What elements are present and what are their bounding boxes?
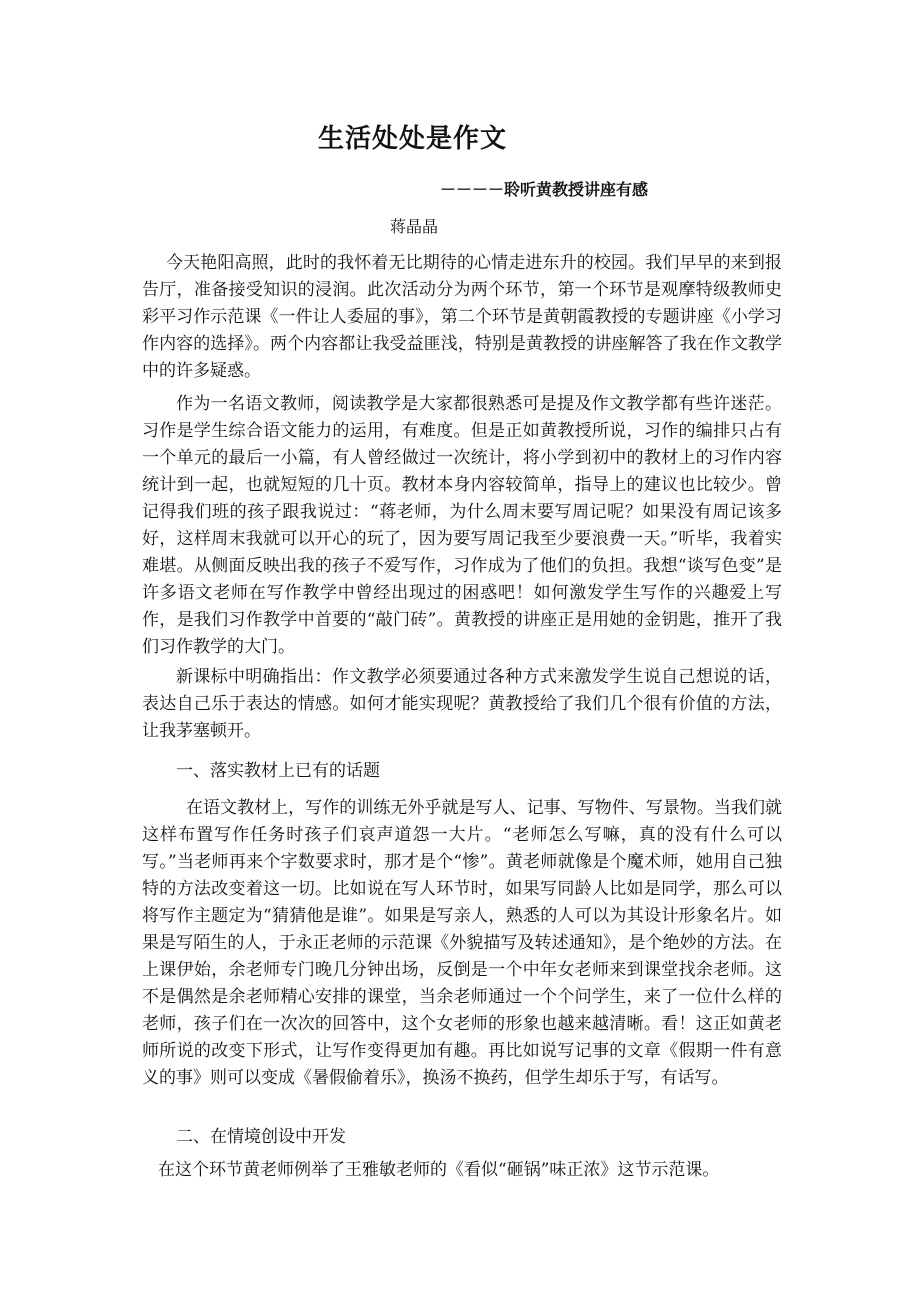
paragraph-intro: 今天艳阳高照，此时的我怀着无比期待的心情走进东升的校园。我们早早的来到报告厅，准备接受知识的浸润。此次活动分为两个环节，第一个环节是观摩特级教师史彩平习作示范课《一件让人委屈的事》，第二个环节是黄朝霞教授的专题讲座《小学习作内容的选择》。两个内容都让我受益匪浅，特别是黄教授的讲座解答了我在作文教学中的许多疑惑。 [142,253,782,381]
paragraph-textbook-topics: 在语文教材上，写作的训练无外乎就是写人、记事、写物件、写景物。当我们就这样布置写作任务时孩子们哀声道怨一大片。“老师怎么写嘛，真的没有什么可以写。”当老师再来个字数要求时，那才是个“惨”。黄老师就像是个魔术师，她用自己独特的方法改变着这一切。比如说在写人环节时，如果写同龄人比如是同学，那么可以将写作主题定为“猜猜他是谁”。如果是写亲人，熟悉的人可以为其设计形象名片。如果是写陌生的人，于永正老师的示范课《外貌描写及转述通知》，是个绝妙的方法。在上课伊始，余老师专门晚几分钟出场，反倒是一个中年女老师来到课堂找余老师。这不是偶然是余老师精心安排的课堂，当余老师通过一个个问学生，来了一位什么样的老师，孩子们在一次次的回答中，这个女老师的形象也越来越清晰。看！这正如黄老师所说的改变下形式，让写作变得更加有趣。再比如说写记事的文章《假期一件有意义的事》则可以变成《暑假偷着乐》，换汤不换药，但学生却乐于写，有话写。 [142,798,782,1088]
author-name: 蒋晶晶 [390,217,439,236]
paragraph-context-example: 在这个环节黄老师例举了王雅敏老师的《看似“砸锅”味正浓》这节示范课。 [158,1160,720,1180]
section-heading-2: 二、在情境创设中开发 [176,1127,346,1147]
document-title: 生活处处是作文 [318,124,508,154]
paragraph-curriculum-standard: 新课标中明确指出：作文教学必须要通过各种方式来激发学生说自己想说的话，表达自己乐于表达的情感。如何才能实现呢？黄教授给了我们几个很有价值的方法，让我茅塞顿开。 [142,667,782,741]
paragraph-teaching-confusion: 作为一名语文教师，阅读教学是大家都很熟悉可是提及作文教学都有些许迷茫。习作是学生综合语文能力的运用，有难度。但是正如黄教授所说，习作的编排只占有一个单元的最后一小篇，有人曾经做过一次统计，将小学到初中的教材上的习作内容统计到一起，也就短短的几十页。教材本身内容较简单，指导上的建议也比较少。曾记得我们班的孩子跟我说过：“蒋老师，为什么周末要写周记呢？如果没有周记该多好，这样周末我就可以开心的玩了，因为要写周记我至少要浪费一天。”听毕，我着实难堪。从侧面反映出我的孩子不爱写作，习作成为了他们的负担。我想“谈写色变”是许多语文老师在写作教学中曾经出现过的困惑吧！如何激发学生写作的兴趣爱上写作，是我们习作教学中首要的“敲门砖”。黄教授的讲座正是用她的金钥匙，推开了我们习作教学的大门。 [142,394,782,657]
section-heading-1: 一、落实教材上已有的话题 [176,761,380,781]
document-subtitle: －－－－聆听黄教授讲座有感 [440,180,649,199]
